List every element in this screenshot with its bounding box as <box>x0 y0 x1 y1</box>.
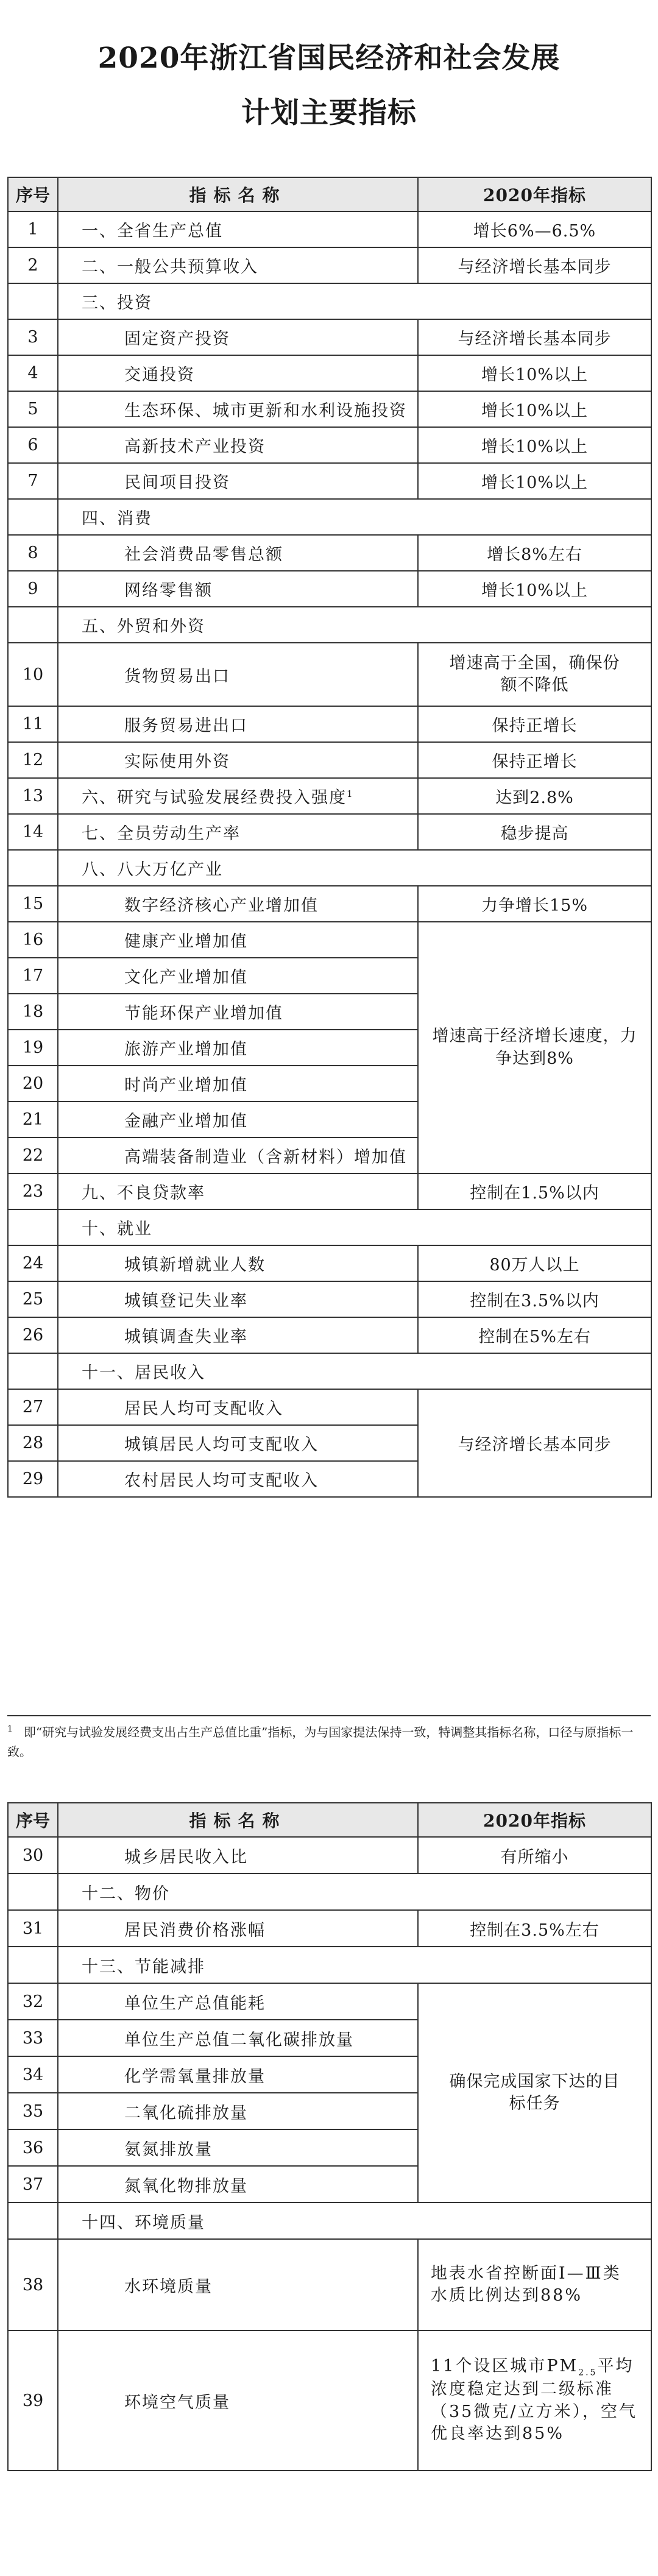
group-title: 十一、居民收入 <box>58 1353 651 1389</box>
group-row <box>8 1874 651 1910</box>
indicator-table-part-2 <box>7 1802 652 2471</box>
row-target: 增长6%—6.5% <box>418 211 651 247</box>
row-name: 二氧化硫排放量 <box>58 2093 418 2129</box>
footnote-text: 即“研究与试验发展经费支出占生产总值比重”指标，为与国家提法保持一致，特调整其指标名称，口径与原指标一致。 <box>7 1725 634 1759</box>
row-name: 城镇登记失业率 <box>58 1281 418 1317</box>
table-row <box>8 922 651 958</box>
table-row <box>8 1245 651 1281</box>
row-name: 城镇居民人均可支配收入 <box>58 1425 418 1461</box>
group-title: 五、外贸和外资 <box>58 607 651 643</box>
row-seq: 36 <box>8 2129 58 2166</box>
table-row <box>8 535 651 571</box>
row-name: 社会消费品零售总额 <box>58 535 418 571</box>
row-name: 单位生产总值二氧化碳排放量 <box>58 2020 418 2056</box>
table-row <box>8 1837 651 1874</box>
header-target: 2020年指标 <box>418 1803 651 1837</box>
table-row <box>8 1281 651 1317</box>
table-row <box>8 1317 651 1353</box>
header-name: 指标名称 <box>58 177 418 211</box>
row-seq: 2 <box>8 247 58 283</box>
row-seq: 4 <box>8 355 58 391</box>
row-seq: 18 <box>8 994 58 1030</box>
table-row <box>8 1983 651 2020</box>
table-row <box>8 886 651 922</box>
row-seq: 12 <box>8 742 58 778</box>
row-seq: 37 <box>8 2166 58 2203</box>
row-name: 水环境质量 <box>58 2239 418 2330</box>
table-row <box>8 1910 651 1947</box>
row-name: 旅游产业增加值 <box>58 1030 418 1066</box>
row-name: 时尚产业增加值 <box>58 1066 418 1102</box>
row-name: 固定资产投资 <box>58 319 418 355</box>
row-seq: 38 <box>8 2239 58 2330</box>
header-name: 指标名称 <box>58 1803 418 1837</box>
group-title: 四、消费 <box>58 499 651 535</box>
row-target: 力争增长15% <box>418 886 651 922</box>
page-title-line-1: 2020年浙江省国民经济和社会发展 <box>97 41 561 75</box>
page-title-line-2: 计划主要指标 <box>241 96 417 130</box>
row-name: 环境空气质量 <box>58 2330 418 2471</box>
row-seq: 25 <box>8 1281 58 1317</box>
row-name: 化学需氧量排放量 <box>58 2056 418 2093</box>
row-seq: 1 <box>8 211 58 247</box>
table-header-row <box>8 1803 651 1837</box>
group-title: 十四、环境质量 <box>58 2203 651 2239</box>
row-seq: 16 <box>8 922 58 958</box>
row-name: 城镇调查失业率 <box>58 1317 418 1353</box>
footnote-marker: 1 <box>347 788 354 799</box>
row-name-text: 六、研究与试验发展经费投入强度 <box>82 788 347 807</box>
row-seq: 30 <box>8 1837 58 1874</box>
footnote-mark: 1 <box>7 1724 13 1735</box>
row-seq: 7 <box>8 463 58 499</box>
row-target: 与经济增长基本同步 <box>418 247 651 283</box>
row-target: 保持正增长 <box>418 706 651 742</box>
row-target: 有所缩小 <box>418 1837 651 1874</box>
table-header-row <box>8 177 651 211</box>
row-seq: 9 <box>8 571 58 607</box>
row-target: 控制在3.5%左右 <box>418 1910 651 1947</box>
footnote <box>7 1715 651 1761</box>
row-name: 居民消费价格涨幅 <box>58 1910 418 1947</box>
table-row <box>8 427 651 463</box>
table-row <box>8 571 651 607</box>
table-row <box>8 814 651 850</box>
row-seq: 20 <box>8 1066 58 1102</box>
row-target: 增长10%以上 <box>418 355 651 391</box>
row-target: 增长10%以上 <box>418 427 651 463</box>
row-seq <box>8 1874 58 1910</box>
group-title: 十、就业 <box>58 1209 651 1245</box>
table-row <box>8 463 651 499</box>
row-name: 农村居民人均可支配收入 <box>58 1461 418 1497</box>
table-row <box>8 2330 651 2471</box>
table-row <box>8 1173 651 1209</box>
header-seq: 序号 <box>8 1803 58 1837</box>
row-name: 七、全员劳动生产率 <box>58 814 418 850</box>
row-seq: 14 <box>8 814 58 850</box>
row-seq: 31 <box>8 1910 58 1947</box>
row-seq <box>8 499 58 535</box>
row-seq: 32 <box>8 1983 58 2020</box>
row-name: 网络零售额 <box>58 571 418 607</box>
row-target-post: 平均浓度稳定达到二级标准（35微克/立方米），空气优良率达到85% <box>431 2357 637 2444</box>
row-target: 80万人以上 <box>418 1245 651 1281</box>
group-row <box>8 1947 651 1983</box>
row-name: 交通投资 <box>58 355 418 391</box>
row-seq <box>8 1209 58 1245</box>
row-target: 增长8%左右 <box>418 535 651 571</box>
merged-target-emissions: 确保完成国家下达的目标任务 <box>418 1983 651 2203</box>
table-row <box>8 1389 651 1425</box>
row-target: 保持正增长 <box>418 742 651 778</box>
table-row <box>8 2239 651 2330</box>
row-seq: 15 <box>8 886 58 922</box>
group-row <box>8 499 651 535</box>
row-name: 九、不良贷款率 <box>58 1173 418 1209</box>
row-name: 货物贸易出口 <box>58 643 418 706</box>
table-row <box>8 742 651 778</box>
row-seq: 6 <box>8 427 58 463</box>
row-target: 控制在1.5%以内 <box>418 1173 651 1209</box>
row-name: 数字经济核心产业增加值 <box>58 886 418 922</box>
header-seq: 序号 <box>8 177 58 211</box>
row-seq: 13 <box>8 778 58 814</box>
group-row <box>8 850 651 886</box>
table-row <box>8 247 651 283</box>
row-seq: 23 <box>8 1173 58 1209</box>
row-name: 氨氮排放量 <box>58 2129 418 2166</box>
row-name: 一、全省生产总值 <box>58 211 418 247</box>
table-row <box>8 778 651 814</box>
group-row <box>8 1353 651 1389</box>
row-seq: 8 <box>8 535 58 571</box>
header-target: 2020年指标 <box>418 177 651 211</box>
row-name: 服务贸易进出口 <box>58 706 418 742</box>
row-name: 实际使用外资 <box>58 742 418 778</box>
table-row <box>8 319 651 355</box>
row-seq: 11 <box>8 706 58 742</box>
group-row <box>8 283 651 319</box>
row-seq: 19 <box>8 1030 58 1066</box>
row-seq: 35 <box>8 2093 58 2129</box>
row-target: 达到2.8% <box>418 778 651 814</box>
group-title: 十二、物价 <box>58 1874 651 1910</box>
row-seq: 5 <box>8 391 58 427</box>
row-name <box>58 778 418 814</box>
group-row <box>8 607 651 643</box>
row-name: 城乡居民收入比 <box>58 1837 418 1874</box>
row-name: 金融产业增加值 <box>58 1102 418 1138</box>
indicator-table-part-1 <box>7 177 652 1498</box>
row-seq <box>8 850 58 886</box>
row-seq <box>8 283 58 319</box>
row-seq <box>8 2203 58 2239</box>
table-row <box>8 355 651 391</box>
row-name: 高新技术产业投资 <box>58 427 418 463</box>
row-target: 增长10%以上 <box>418 571 651 607</box>
row-target: 地表水省控断面Ⅰ—Ⅲ类水质比例达到88% <box>418 2239 651 2330</box>
pm-subscript: 2.5 <box>578 2368 598 2378</box>
row-seq: 17 <box>8 958 58 994</box>
table-row <box>8 643 651 706</box>
row-target <box>418 2330 651 2471</box>
row-seq: 27 <box>8 1389 58 1425</box>
row-name: 生态环保、城市更新和水利设施投资 <box>58 391 418 427</box>
row-name: 城镇新增就业人数 <box>58 1245 418 1281</box>
row-name: 健康产业增加值 <box>58 922 418 958</box>
row-name: 节能环保产业增加值 <box>58 994 418 1030</box>
row-name: 高端装备制造业（含新材料）增加值 <box>58 1138 418 1173</box>
row-target: 增长10%以上 <box>418 463 651 499</box>
row-seq: 24 <box>8 1245 58 1281</box>
row-seq: 39 <box>8 2330 58 2471</box>
row-seq: 28 <box>8 1425 58 1461</box>
table-row <box>8 211 651 247</box>
row-target: 稳步提高 <box>418 814 651 850</box>
row-target: 增长10%以上 <box>418 391 651 427</box>
row-seq: 22 <box>8 1138 58 1173</box>
table-row <box>8 391 651 427</box>
row-name: 氮氧化物排放量 <box>58 2166 418 2203</box>
group-title: 八、八大万亿产业 <box>58 850 651 886</box>
row-seq <box>8 607 58 643</box>
row-target: 控制在3.5%以内 <box>418 1281 651 1317</box>
group-title: 十三、节能减排 <box>58 1947 651 1983</box>
row-seq: 3 <box>8 319 58 355</box>
row-seq: 33 <box>8 2020 58 2056</box>
row-seq: 21 <box>8 1102 58 1138</box>
row-seq: 29 <box>8 1461 58 1497</box>
row-target: 与经济增长基本同步 <box>418 319 651 355</box>
row-name: 单位生产总值能耗 <box>58 1983 418 2020</box>
table-row <box>8 706 651 742</box>
row-name: 二、一般公共预算收入 <box>58 247 418 283</box>
row-target: 增速高于全国，确保份额不降低 <box>418 643 651 706</box>
group-title: 三、投资 <box>58 283 651 319</box>
row-seq: 26 <box>8 1317 58 1353</box>
row-seq <box>8 1353 58 1389</box>
merged-target-industries: 增速高于经济增长速度，力争达到8% <box>418 922 651 1173</box>
row-seq: 34 <box>8 2056 58 2093</box>
row-name: 文化产业增加值 <box>58 958 418 994</box>
group-row <box>8 1209 651 1245</box>
row-target-pre: 11个设区城市PM <box>431 2357 579 2376</box>
row-seq: 10 <box>8 643 58 706</box>
row-seq <box>8 1947 58 1983</box>
row-name: 民间项目投资 <box>58 463 418 499</box>
row-target: 控制在5%左右 <box>418 1317 651 1353</box>
group-row <box>8 2203 651 2239</box>
merged-target-income: 与经济增长基本同步 <box>418 1389 651 1497</box>
row-name: 居民人均可支配收入 <box>58 1389 418 1425</box>
